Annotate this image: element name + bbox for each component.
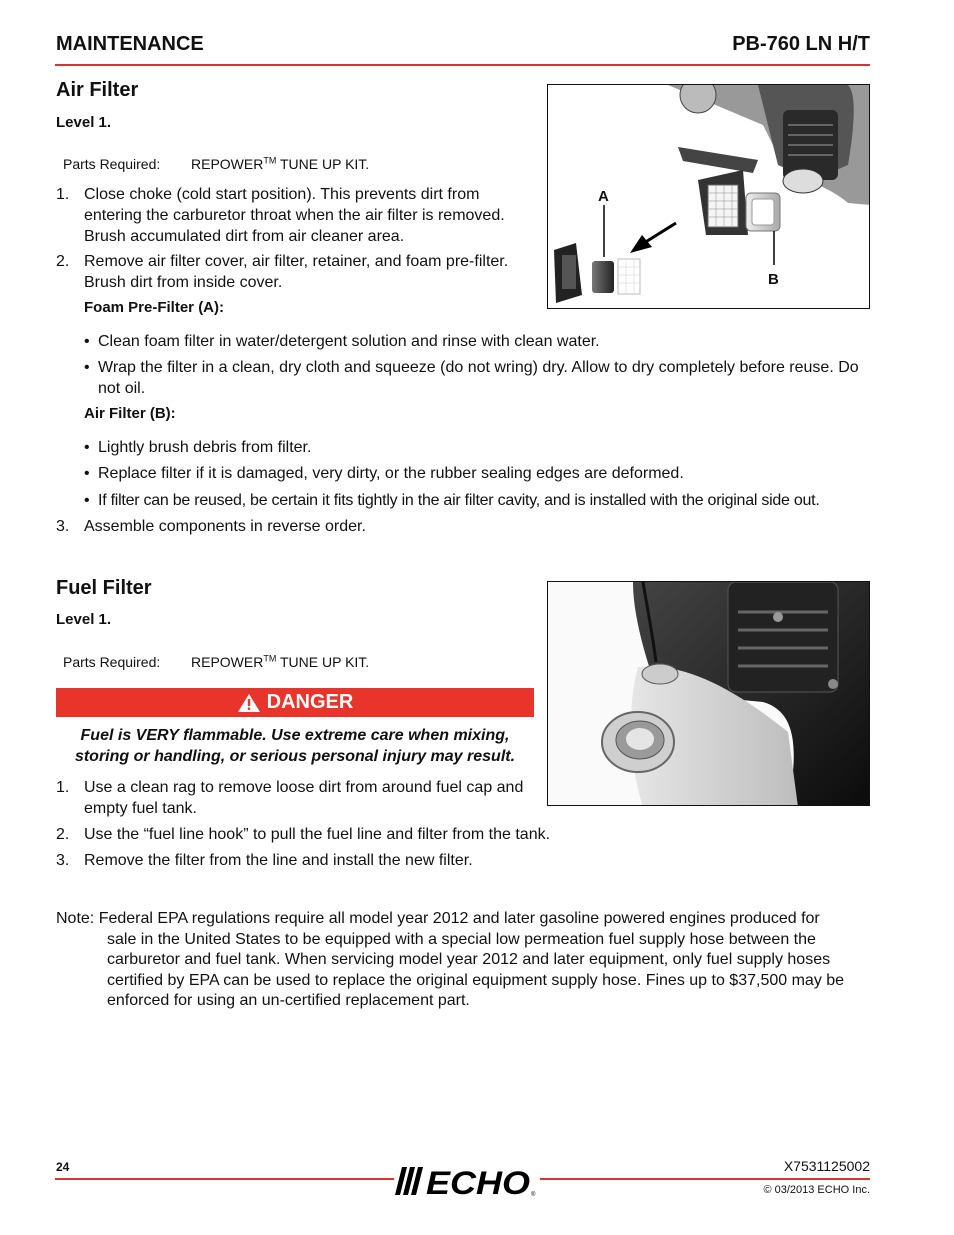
fuel-filter-photo: [547, 581, 870, 806]
parts-label: Parts Required:: [63, 653, 161, 670]
svg-text:®: ®: [531, 1192, 536, 1198]
foam-bullet-2: • Wrap the filter in a clean, dry cloth and squeeze (do not wring) dry. Allow to dry completely before reuse. Do not oil.: [84, 359, 859, 397]
air-bullet-1: • Lightly brush debris from filter.: [84, 439, 312, 456]
danger-label: DANGER: [266, 691, 354, 713]
fuel-step-2: 2. Use the “fuel line hook” to pull the fuel line and filter from the tank.: [56, 826, 551, 843]
air-filter-parts: [63, 155, 369, 172]
document-number: X7531125002: [783, 1158, 870, 1174]
fuel-filter-title: Fuel Filter: [56, 577, 152, 599]
fuel-filter-level: Level 1.: [56, 611, 112, 628]
note-first-line: Note: Federal EPA regulations require all model year 2012 and later gasoline powered engines produced for: [56, 910, 820, 927]
section-title: MAINTENANCE: [56, 33, 204, 55]
fuel-step-3: 3. Remove the filter from the line and install the new filter.: [56, 852, 473, 869]
air-filter-level: Level 1.: [56, 114, 112, 131]
page-number: 24: [56, 1160, 70, 1174]
air-step-2: 2. Remove air filter cover, air filter, retainer, and foam pre-filter. Brush dirt from inside cover.: [56, 253, 509, 291]
fuel-filter-illustration: [548, 582, 870, 806]
svg-text:ECHO: ECHO: [426, 1165, 531, 1199]
air-filter-title: Air Filter: [56, 79, 139, 101]
echo-logo-graphic: [394, 1163, 540, 1199]
danger-banner: [56, 688, 534, 717]
model-title: PB-760 LN H/T: [732, 33, 870, 55]
air-bullet-2: • Replace filter if it is damaged, very dirty, or the rubber sealing edges are deformed.: [84, 465, 684, 482]
note-label: Note:: [56, 910, 95, 927]
foam-bullet-1: • Clean foam filter in water/detergent solution and rinse with clean water.: [84, 333, 600, 350]
fuel-step-1: 1. Use a clean rag to remove loose dirt from around fuel cap and empty fuel tank.: [56, 779, 524, 817]
air-filter-photo: [547, 84, 870, 309]
parts-value: REPOWER™ TUNE UP KIT.: [191, 155, 370, 172]
photo-label-b: B: [768, 271, 779, 288]
photo-label-a: A: [598, 188, 609, 205]
air-step-3: 3. Assemble components in reverse order.: [56, 518, 366, 535]
air-filter-illustration: [548, 85, 870, 309]
note-body: sale in the United States to be equipped with a special low permeation fuel supply hose between the carburetor and fuel tank. When servicing model year 2012 and later equipment, only fuel supply hoses certified by EPA can be used to replace the original equipment supply hose. Fines up to $37,500 may be enforced for using an un-certified replacement part.: [107, 930, 845, 1009]
echo-logo: [394, 1163, 540, 1199]
foam-prefilter-title: Foam Pre-Filter (A):: [84, 299, 225, 316]
danger-warning-text: Fuel is VERY flammable. Use extreme care when mixing, storing or handling, or serious personal injury may result.: [74, 727, 516, 765]
air-step-1: 1. Close choke (cold start position). This prevents dirt from entering the carburetor throat when the air filter is removed. Brush accumulated dirt from air cleaner area.: [56, 186, 505, 245]
epa-note: [56, 909, 872, 1012]
warning-triangle-icon: [237, 693, 261, 713]
parts-value: REPOWER™ TUNE UP KIT.: [191, 653, 370, 670]
parts-label: Parts Required:: [63, 155, 161, 172]
air-filter-b-title: Air Filter (B):: [84, 405, 176, 422]
header-rule: [55, 64, 870, 66]
copyright: © 03/2013 ECHO Inc.: [763, 1184, 870, 1196]
air-bullet-3: • If filter can be reused, be certain it fits tightly in the air filter cavity, and is installed with the original side out.: [84, 492, 820, 509]
fuel-filter-parts: [63, 653, 369, 670]
